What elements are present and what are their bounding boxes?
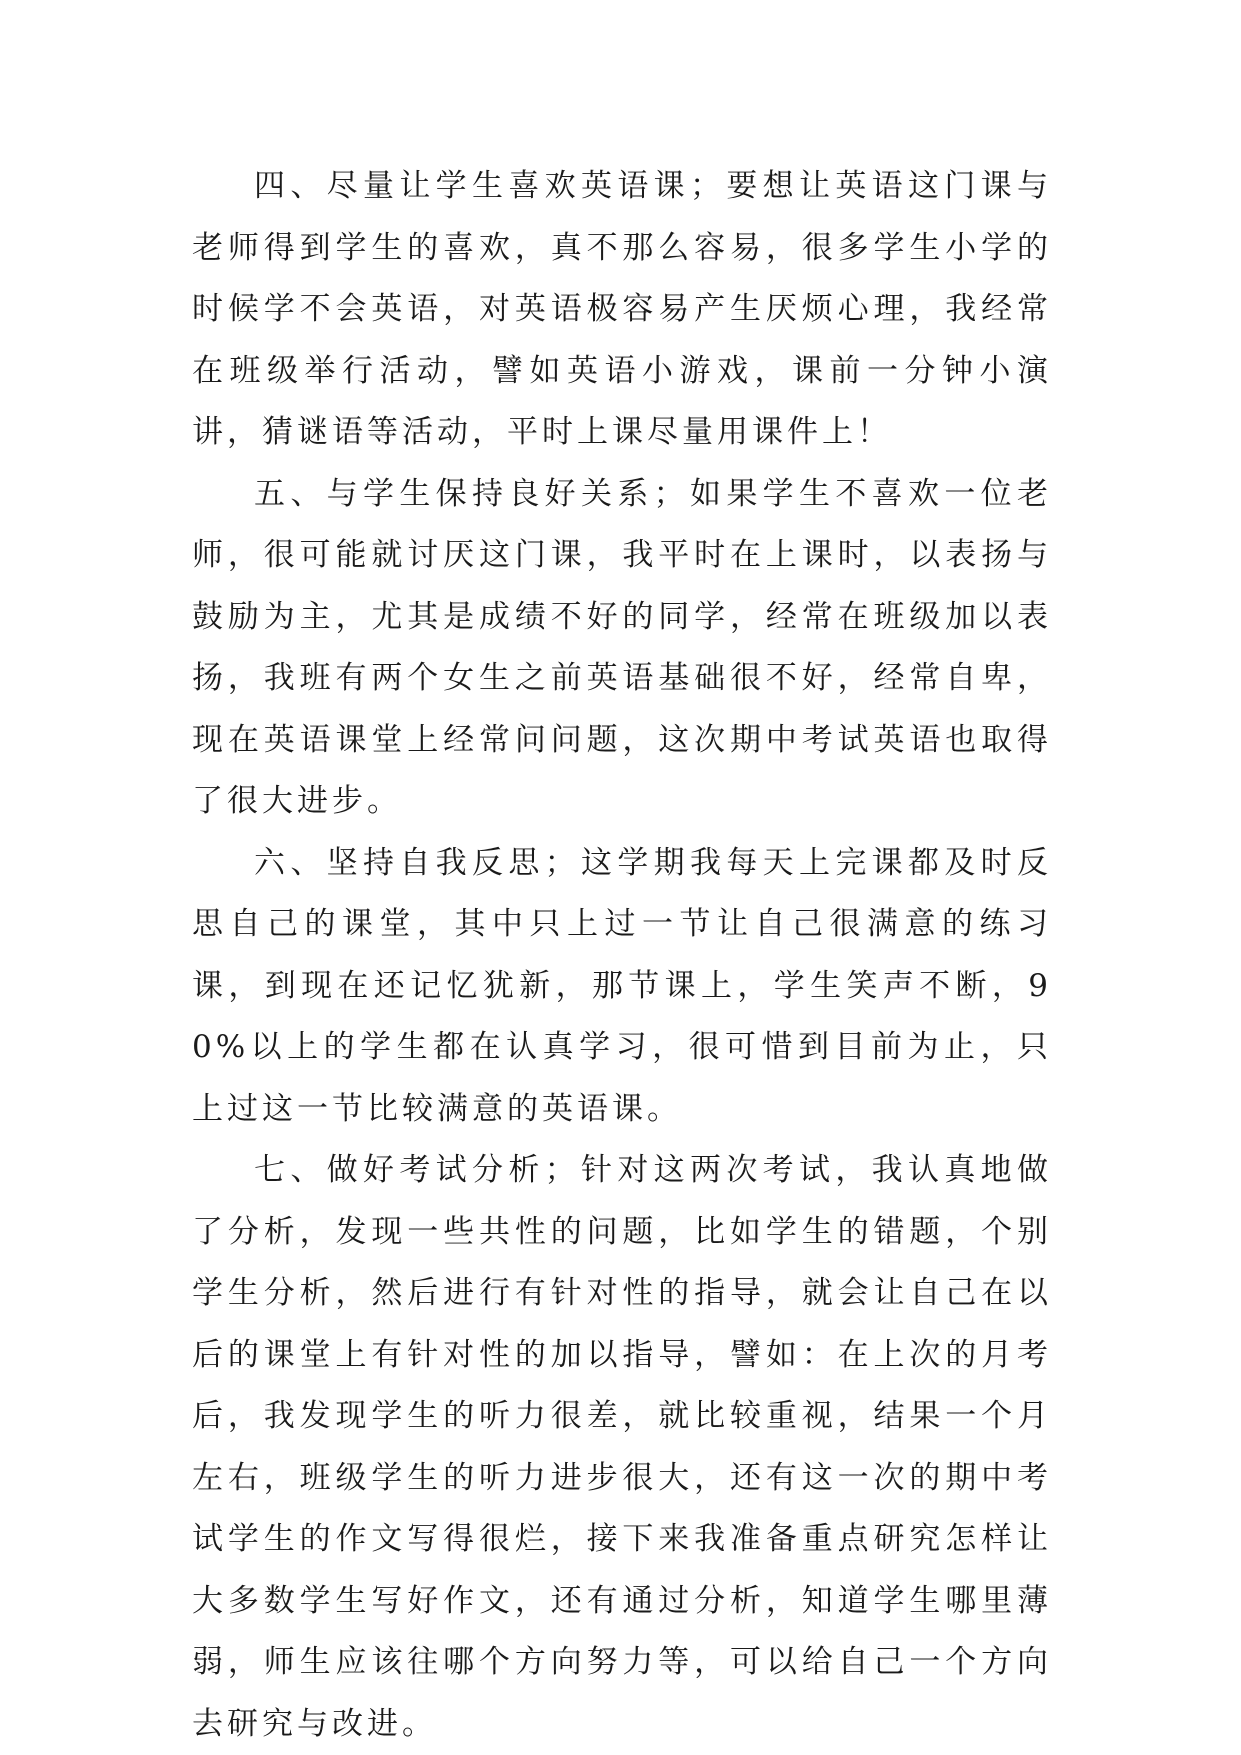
document-page [192,156,1052,1755]
paragraph-section-5: 五、与学生保持良好关系；如果学生不喜欢一位老师，很可能就讨厌这门课，我平时在上课时，以表扬与鼓励为主，尤其是成绩不好的同学，经常在班级加以表扬，我班有两个女生之前英语基础很不好，经常自卑，现在英语课堂上经常问问题，这次期中考试英语也取得了很大进步。 [192,475,1052,819]
paragraph-section-7: 七、做好考试分析；针对这两次考试，我认真地做了分析，发现一些共性的问题，比如学生的错题，个别学生分析，然后进行有针对性的指导，就会让自己在以后的课堂上有针对性的加以指导，譬如：在上次的月考后，我发现学生的听力很差，就比较重视，结果一个月左右，班级学生的听力进步很大，还有这一次的期中考试学生的作文写得很烂，接下来我准备重点研究怎样让大多数学生写好作文，还有通过分析，知道学生哪里薄弱，师生应该往哪个方向努力等，可以给自己一个方向去研究与改进。 [192,1152,1052,1742]
paragraph-section-4: 四、尽量让学生喜欢英语课；要想让英语这门课与老师得到学生的喜欢，真不那么容易，很多学生小学的时候学不会英语，对英语极容易产生厌烦心理，我经常在班级举行活动，譬如英语小游戏，课前一分钟小演讲，猜谜语等活动，平时上课尽量用课件上！ [192,168,1052,450]
paragraph-section-6: 六、坚持自我反思；这学期我每天上完课都及时反思自己的课堂，其中只上过一节让自己很满意的练习课，到现在还记忆犹新，那节课上，学生笑声不断，90%以上的学生都在认真学习，很可惜到目前为止，只上过这一节比较满意的英语课。 [192,844,1052,1127]
